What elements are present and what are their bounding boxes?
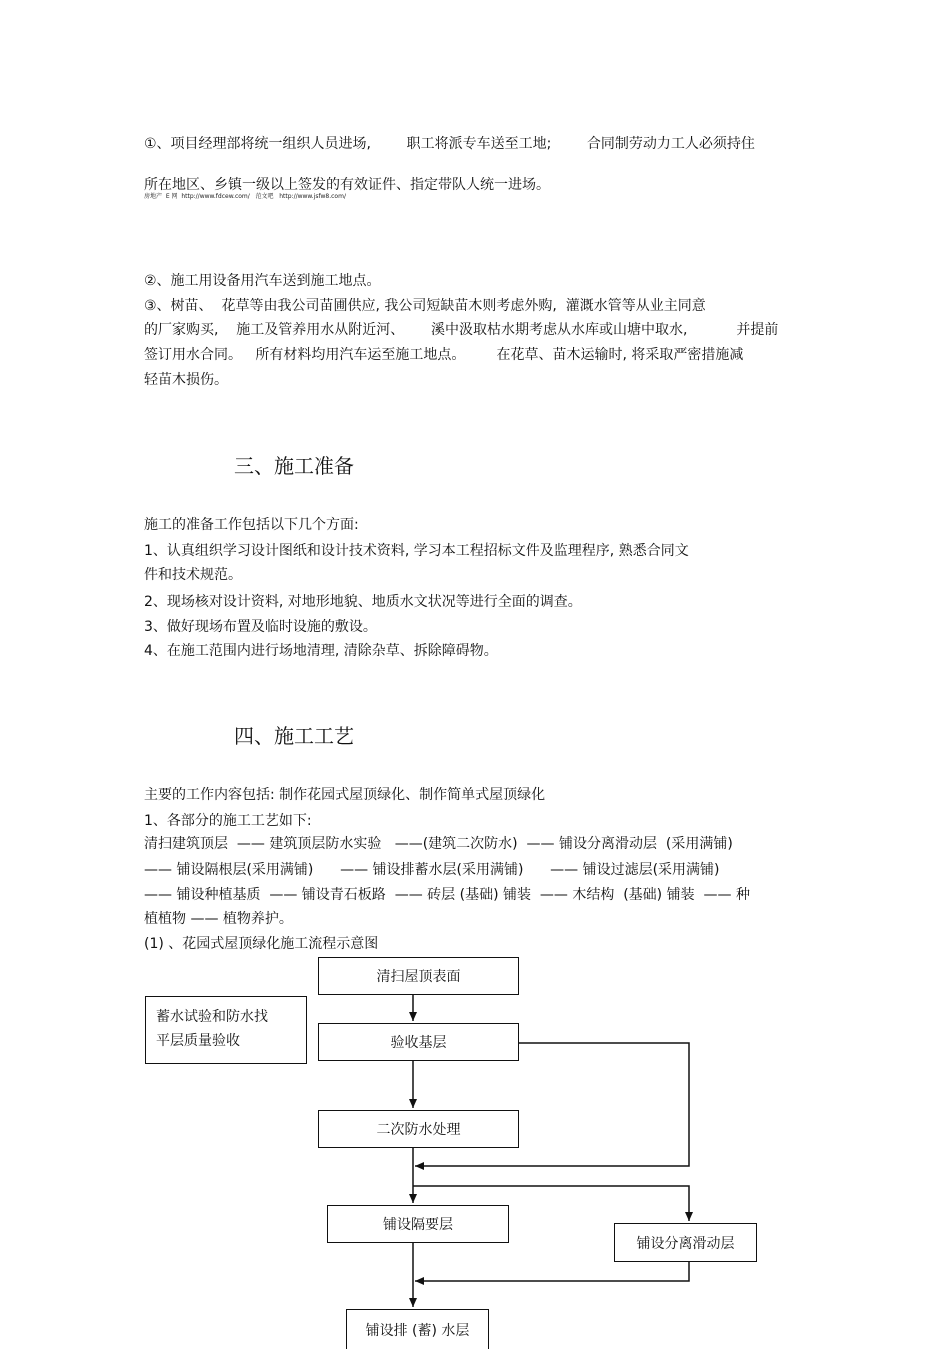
note-line: 蓄水试验和防水找 xyxy=(156,1009,268,1025)
paragraph-line: 轻苗木损伤。 xyxy=(144,372,228,388)
list-item: 3、做好现场布置及临时设施的敷设。 xyxy=(144,619,377,635)
paragraph-line: ①、项目经理部将统一组织人员进场, 职工将派专车送至工地; 合同制劳动力工人必须持住 xyxy=(144,136,755,152)
section-intro: 主要的工作内容包括: 制作花园式屋顶绿化、制作简单式屋顶绿化 xyxy=(144,787,546,803)
flow-box-label: 二次防水处理 xyxy=(376,1122,461,1138)
flow-box-label: 验收基层 xyxy=(390,1035,447,1051)
paragraph-line: 签订用水合同。 所有材料均用汽车运至施工地点。 在花草、苗木运输时, 将采取严密措施减 xyxy=(144,347,744,363)
flow-box-label: 铺设隔要层 xyxy=(383,1217,453,1233)
flow-box-secondary-waterproof xyxy=(318,1110,519,1148)
section-heading: 四、施工工艺 xyxy=(234,724,354,748)
flow-note-box xyxy=(145,996,307,1064)
paragraph-line: 所在地区、乡镇一级以上签发的有效证件、指定带队人统一进场。 xyxy=(144,177,550,193)
section-intro: 施工的准备工作包括以下几个方面: xyxy=(144,517,359,533)
process-text-line: 清扫建筑顶层 —— 建筑顶层防水实验 ——(建筑二次防水) —— 铺设分离滑动层 (采用满铺) xyxy=(144,836,733,852)
flow-box-drainage-layer xyxy=(346,1309,489,1349)
footer-source-text: 房地产 E 网 http://www.fdcew.com/ 范文吧 http://www.jsfw8.com/ xyxy=(144,193,346,200)
arrow-box5-return xyxy=(415,1262,689,1281)
flow-box-accept-base xyxy=(318,1023,519,1061)
flow-box-isolation-layer xyxy=(327,1205,509,1243)
note-line: 平层质量验收 xyxy=(156,1033,240,1049)
section-heading: 三、施工准备 xyxy=(234,454,354,478)
list-item-continuation: 件和技术规范。 xyxy=(144,567,242,583)
process-text-line: —— 铺设种植基质 —— 铺设青石板路 —— 砖层 (基础) 铺装 —— 木结构 (基础) 铺装 —— 种 xyxy=(144,887,750,903)
process-text-line: —— 铺设隔根层(采用满铺) —— 铺设排蓄水层(采用满铺) —— 铺设过滤层(采用满铺) xyxy=(144,862,720,878)
flow-box-label: 清扫屋顶表面 xyxy=(376,969,461,985)
list-item: 2、现场核对设计资料, 对地形地貌、地质水文状况等进行全面的调查。 xyxy=(144,594,582,610)
flow-box-clean-roof xyxy=(318,957,519,995)
list-item: 1、各部分的施工工艺如下: xyxy=(144,813,312,829)
paragraph-line: ②、施工用设备用汽车送到施工地点。 xyxy=(144,273,381,289)
diagram-caption: (1) 、花园式屋顶绿化施工流程示意图 xyxy=(144,936,379,952)
flow-box-label: 铺设排 (蓄) 水层 xyxy=(365,1322,470,1339)
paragraph-line: ③、树苗、 花草等由我公司苗圃供应, 我公司短缺苗木则考虑外购, 灌溉水管等从业主同意 xyxy=(144,298,706,314)
list-item: 4、在施工范围内进行场地清理, 清除杂草、拆除障碍物。 xyxy=(144,643,498,659)
process-text-line: 植植物 —— 植物养护。 xyxy=(144,911,293,927)
paragraph-line: 的厂家购买, 施工及管养用水从附近河、 溪中汲取枯水期考虑从水库或山塘中取水, 并提前 xyxy=(144,322,779,338)
list-item: 1、认真组织学习设计图纸和设计技术资料, 学习本工程招标文件及监理程序, 熟悉合同文 xyxy=(144,543,689,559)
flow-box-label: 铺设分离滑动层 xyxy=(636,1235,735,1252)
flow-box-sliding-layer xyxy=(614,1223,757,1262)
